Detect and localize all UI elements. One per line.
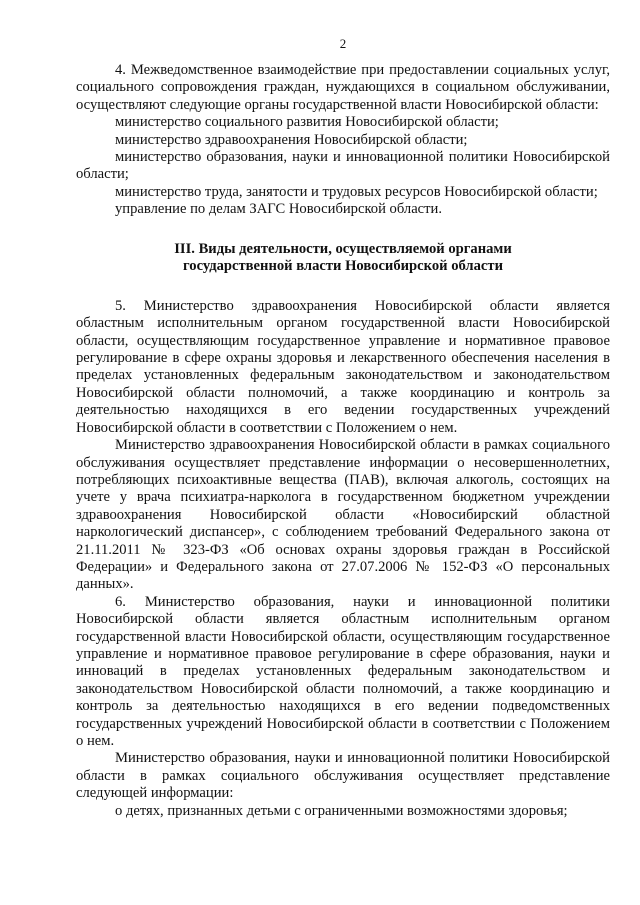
paragraph-item-6: 6. Министерство образования, науки и инновационной политики Новосибирской области является областным исполнительным органом государственной власти Новосибирской области, осуществляющим государственное управление и нормативное правовое регулирование в сфере образования, науки и инноваций в пределах установленных федеральным законодательством и законодательством Новосибирской области полномочий, а также координацию и контроль за деятельностью находящихся в его ведении подведомственных государственных учреждений Новосибирской области в соответствии с Положением о нем. [76, 593, 610, 749]
list-item-children-with-disabilities: о детях, признанных детьми с ограниченными возможностями здоровья; [115, 802, 568, 819]
section-heading-line-2: государственной власти Новосибирской области [183, 258, 503, 275]
paragraph-item-5: 5. Министерство здравоохранения Новосибирской области является областным исполнительным органом государственной власти Новосибирской области, осуществляющим государственное управление и нормативное правовое регулирование в сфере охраны здоровья и лекарственного обеспечения населения в пределах установленных федеральным законодательством и законодательством Новосибирской области полномочий, а также координацию и контроль за деятельностью находящихся в его ведении государственных учреждений Новосибирской области в соответствии с Положением о нем. [76, 297, 610, 436]
list-item-labour-ministry: министерство труда, занятости и трудовых ресурсов Новосибирской области; [115, 183, 598, 200]
list-item-social-development-ministry: министерство социального развития Новосибирской области; [115, 114, 499, 131]
paragraph-health-ministry-information: Министерство здравоохранения Новосибирской области в рамках социального обслуживания осуществляет представление информации о несовершеннолетних, потребляющих психоактивные вещества (ПАВ), включая алкоголь, состоящих на учете у врача психиатра-нарколога в государственном бюджетном учреждении здравоохранения Новосибирской области «Новосибирский областной наркологический диспансер», с соблюдением требований Федерального закона от 21.11.2011 № 323-ФЗ «Об основах охраны здоровья граждан в Российской Федерации» и Федерального закона от 27.07.2006 № 152-ФЗ «О персональных данных». [76, 437, 610, 593]
list-item-health-ministry: министерство здравоохранения Новосибирской области; [115, 131, 468, 148]
section-heading [76, 241, 610, 276]
paragraph-item-4-intro: 4. Межведомственное взаимодействие при предоставлении социальных услуг, социального сопровождения граждан, нуждающихся в социальном обслуживании, осуществляют следующие органы государственной власти Новосибирской области: [76, 62, 610, 113]
section-heading-line-1: III. Виды деятельности, осуществляемой органами [174, 240, 512, 257]
list-item-registry-office: управление по делам ЗАГС Новосибирской области. [115, 201, 442, 218]
paragraph-education-ministry-information: Министерство образования, науки и инновационной политики Новосибирской области в рамках социального обслуживания осуществляет представление следующей информации: [76, 750, 610, 802]
page-number: 2 [339, 36, 347, 51]
list-item-education-ministry: министерство образования, науки и инновационной политики Новосибирской области; [76, 149, 610, 183]
